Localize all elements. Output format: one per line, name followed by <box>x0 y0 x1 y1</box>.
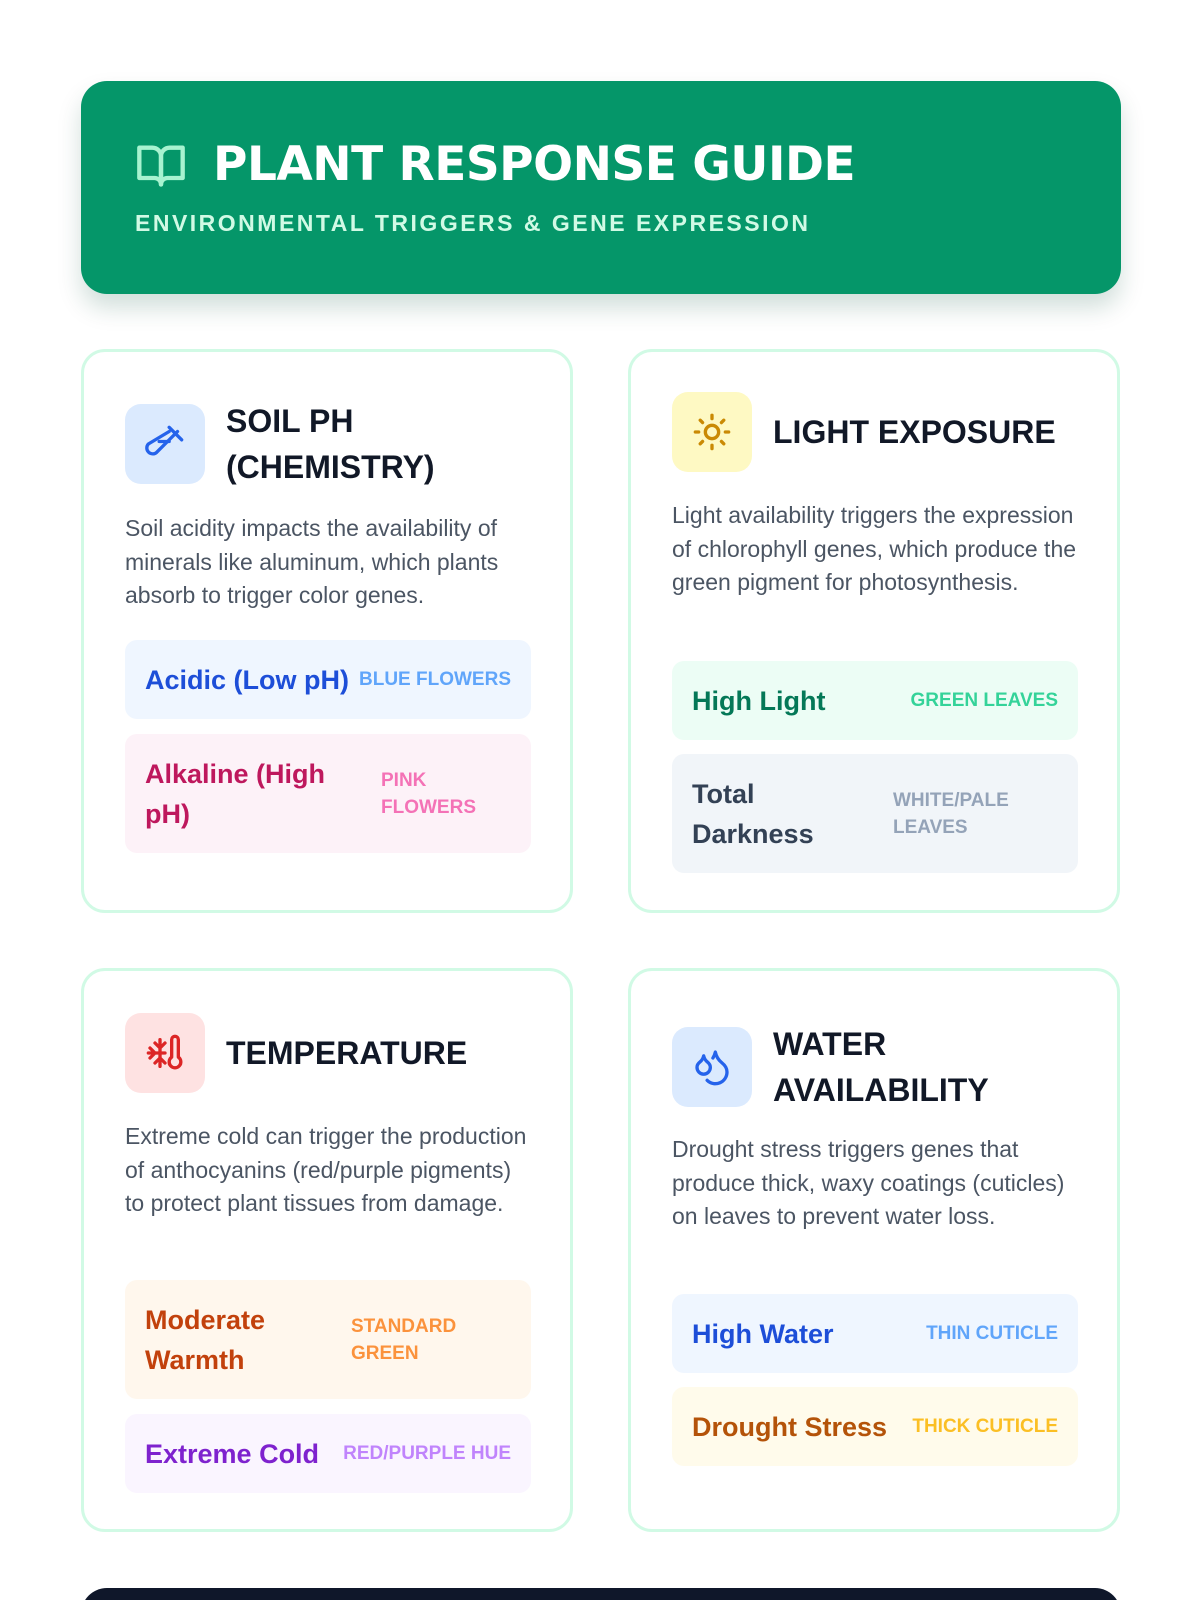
page-title: PLANT RESPONSE GUIDE <box>213 137 856 192</box>
outcome-condition: Acidic (Low pH) <box>145 664 349 695</box>
card-title: TEMPERATURE <box>226 1035 468 1071</box>
thermometer-snowflake-icon <box>145 1033 185 1073</box>
card-title: SOIL PH (CHEMISTRY) <box>226 403 435 485</box>
card-temperature <box>81 968 573 1532</box>
footer-bar <box>81 1588 1121 1600</box>
outcome-result: WHITE/PALE LEAVES <box>893 789 1009 838</box>
open-book-icon <box>135 139 187 191</box>
water-droplets-icon <box>692 1047 732 1087</box>
outcome-result: PINK FLOWERS <box>381 769 476 818</box>
card-light-exposure <box>628 349 1120 913</box>
outcome-row <box>672 754 1078 873</box>
card-water-availability <box>628 968 1120 1532</box>
card-soil-ph <box>81 349 573 913</box>
outcome-condition: High Light <box>692 685 826 716</box>
outcome-row <box>125 640 531 719</box>
outcome-result: BLUE FLOWERS <box>359 669 511 690</box>
outcome-condition: Extreme Cold <box>145 1438 320 1469</box>
card-title: LIGHT EXPOSURE <box>773 414 1056 450</box>
card-description: Soil acidity impacts the availability of minerals like aluminum, which plants absorb to trigger color genes. <box>125 515 499 608</box>
outcome-row <box>672 661 1078 740</box>
guide-header <box>81 81 1121 294</box>
outcome-row <box>125 1280 531 1399</box>
outcome-row <box>672 1294 1078 1373</box>
card-icon-box <box>672 392 752 472</box>
outcome-condition: Drought Stress <box>692 1411 888 1442</box>
card-header <box>672 392 1073 472</box>
outcome-result: GREEN LEAVES <box>910 690 1058 711</box>
card-description: Drought stress triggers genes that produce thick, waxy coatings (cuticles) on leaves to prevent water loss. <box>672 1136 1065 1229</box>
card-description: Extreme cold can trigger the production of anthocyanins (red/purple pigments) to protect plant tissues from damage. <box>125 1123 527 1216</box>
header-title-row <box>135 137 855 192</box>
outcome-condition: Total Darkness <box>692 778 814 849</box>
card-header <box>125 398 526 490</box>
outcome-result: THICK CUTICLE <box>912 1416 1058 1437</box>
card-header <box>672 1021 1073 1113</box>
outcome-row <box>125 1414 531 1493</box>
card-icon-box <box>125 404 205 484</box>
card-icon-box <box>672 1027 752 1107</box>
outcome-result: THIN CUTICLE <box>926 1323 1058 1344</box>
test-tube-icon <box>145 424 185 464</box>
outcome-result: STANDARD GREEN <box>351 1315 457 1364</box>
outcome-condition: Alkaline (High pH) <box>145 758 326 829</box>
card-header <box>125 1013 526 1093</box>
card-title: WATER AVAILABILITY <box>773 1026 989 1108</box>
card-icon-box <box>125 1013 205 1093</box>
outcome-condition: High Water <box>692 1318 834 1349</box>
outcome-row <box>672 1387 1078 1466</box>
sun-icon <box>692 412 732 452</box>
page-subtitle: ENVIRONMENTAL TRIGGERS & GENE EXPRESSION <box>135 210 811 236</box>
card-description: Light availability triggers the expression of chlorophyll genes, which produce the green pigment for photosynthesis. <box>672 502 1077 595</box>
outcome-condition: Moderate Warmth <box>145 1304 266 1375</box>
outcome-result: RED/PURPLE HUE <box>343 1443 511 1464</box>
outcome-row <box>125 734 531 853</box>
